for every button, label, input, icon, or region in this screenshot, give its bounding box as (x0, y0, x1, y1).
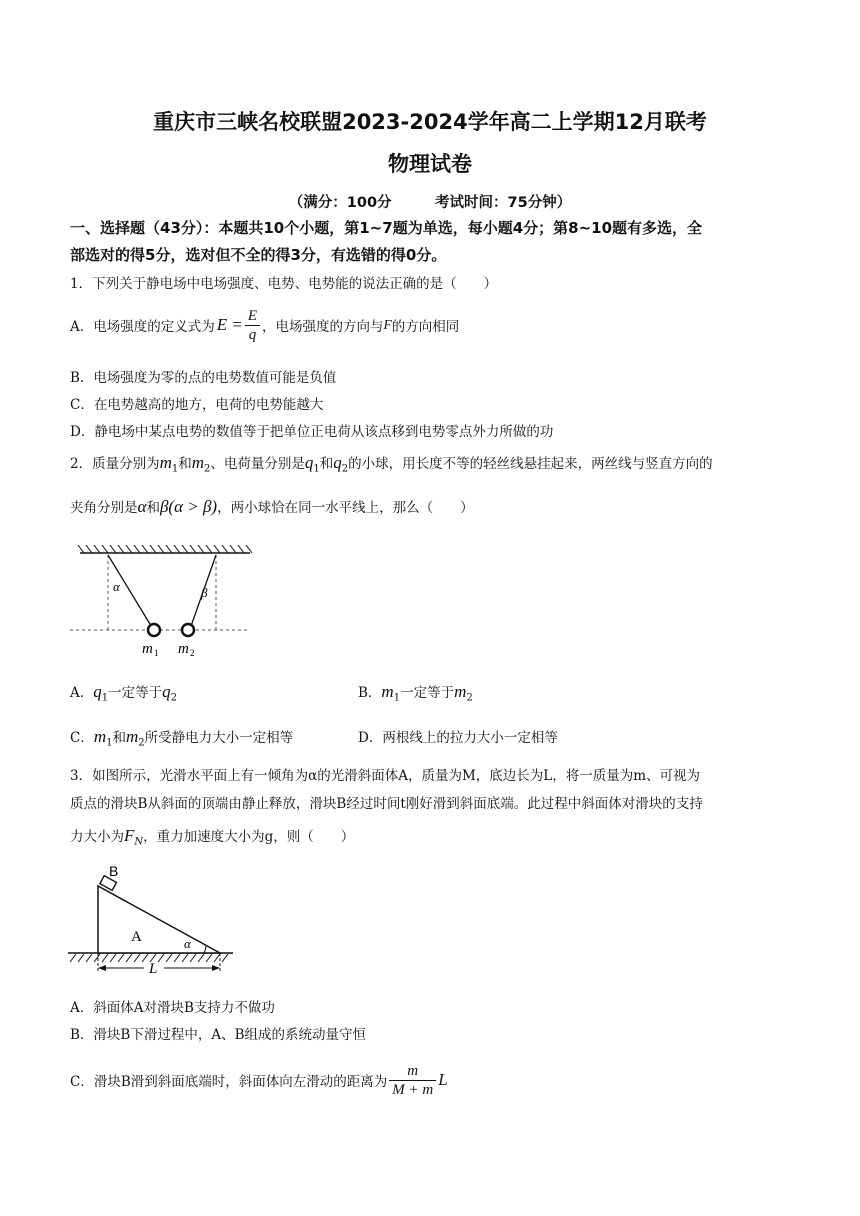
q1-a-formula-lhs: E = (216, 315, 243, 334)
q2-a-var: q (162, 682, 171, 701)
q2-b-mid: 一定等于 (400, 685, 455, 701)
q2-option-b (358, 681, 473, 704)
q3-stem-line1: 3．如图所示，光滑水平面上有一倾角为α的光滑斜面体A，质量为M，底边长为L，将一质量为m、可视为 (70, 768, 701, 784)
q2-c-var: m (126, 727, 139, 746)
q1-a-suffix: ，电场强度的方向与 (262, 319, 384, 335)
q3-c-fraction (389, 1062, 436, 1099)
q1-stem: 1．下列关于静电场中电场强度、电势、电势能的说法正确的是（ ） (70, 276, 498, 292)
exam-title: 重庆市三峡名校联盟2023-2024学年高二上学期12月联考 (153, 110, 707, 134)
q1-a-denominator: q (248, 326, 257, 343)
q2-text: 和 (319, 456, 334, 472)
q2-option-d: D．两根线上的拉力大小一定相等 (358, 730, 558, 746)
q1-option-a (70, 302, 459, 348)
q2-stem-line2 (70, 496, 474, 517)
q3-incline-figure (68, 862, 238, 980)
q3-c-denominator: M + m (392, 1081, 434, 1098)
q2-var-q1: q (304, 453, 314, 472)
q2-var-m1: m (159, 453, 172, 472)
q3-fig-b-label: B (109, 863, 119, 879)
q2-b-pre: B． (358, 685, 382, 701)
q2-stem-line1 (70, 452, 713, 475)
q3-fig-a-label: A (131, 929, 142, 945)
q2-sub: 1 (313, 463, 320, 475)
q2-b-var: m (381, 682, 394, 701)
q3-c-numerator: m (389, 1062, 436, 1081)
q2-c-var: m (93, 727, 107, 746)
q2-sub: 2 (341, 463, 349, 475)
q2-text: ，两小球恰在同一水平线上，那么（ ） (217, 500, 474, 516)
q2-pendulum-figure (70, 545, 260, 660)
q2-text: 和 (178, 456, 192, 472)
q2-a-mid: 一定等于 (108, 685, 163, 701)
q1-a-fraction (245, 307, 260, 344)
q2-c-pre: C． (70, 730, 94, 746)
q3-fn-sub: N (134, 836, 144, 848)
q2-option-c (70, 726, 293, 749)
q2-var-q2: q (333, 453, 342, 472)
q3-fig-l-label: L (149, 961, 158, 977)
q1-a-var: F (383, 317, 392, 332)
q2-c-and: 和 (112, 730, 126, 746)
q2-text: 2．质量分别为 (70, 456, 160, 472)
q1-option-d: D．静电场中某点电势的数值等于把单位正电荷从该点移到电势零点外力所做的功 (70, 424, 554, 440)
q3-option-a: A．斜面体A对滑块B支持力不做功 (70, 1000, 275, 1016)
q2-fig-m1-sub: 1 (154, 648, 159, 658)
q2-fig-beta-label: β (201, 585, 208, 600)
q2-var-m2: m (191, 453, 205, 472)
q2-option-a (70, 681, 177, 704)
q2-b-var: m (454, 682, 467, 701)
q2-c-sub: 2 (138, 737, 145, 749)
q2-c-tail: 所受静电力大小一定相等 (144, 730, 294, 746)
q3-text: 力大小为 (70, 829, 124, 845)
q3-var-fn: F (124, 826, 135, 845)
q2-a-var: q (93, 682, 102, 701)
q2-fig-alpha-label: α (113, 579, 120, 594)
q3-stem-line2: 质点的滑块B从斜面的顶端由静止释放，滑块B经过时间t刚好滑到斜面底端。此过程中斜面体对滑块的支持 (70, 796, 703, 812)
q2-var-beta: β(α > β) (159, 497, 218, 516)
q2-sub: 1 (171, 463, 179, 475)
q2-var-alpha: α (137, 497, 147, 516)
section1-line1: 一、选择题（43分）：本题共10个小题，第1~7题为单选，每小题4分；第8~10题有多选，全 (70, 219, 703, 237)
q2-a-sub: 1 (101, 692, 109, 704)
section1-line2: 部选对的得5分，选对但不全的得3分，有选错的得0分。 (70, 246, 447, 264)
q3-fig-alpha-label: α (184, 936, 191, 951)
q2-a-pre: A． (70, 685, 94, 701)
q2-text: 、电荷量分别是 (210, 456, 305, 472)
q1-a-prefix: A．电场强度的定义式为 (70, 319, 215, 335)
q2-fig-m2-sub: 2 (190, 648, 195, 658)
exam-meta: （满分：100分 考试时间：75分钟） (288, 195, 572, 211)
q3-option-c (70, 1058, 448, 1102)
q2-text: 夹角分别是 (70, 500, 138, 516)
q2-c-sub: 1 (106, 737, 113, 749)
q3-option-b: B．滑块B下滑过程中，A、B组成的系统动量守恒 (70, 1027, 367, 1043)
q2-text: 的小球，用长度不等的轻丝线悬挂起来，两丝线与竖直方向的 (348, 456, 713, 472)
exam-subtitle: 物理试卷 (388, 152, 472, 176)
q3-stem-line3 (70, 825, 354, 848)
q2-b-sub: 2 (466, 692, 473, 704)
q2-b-sub: 1 (393, 692, 401, 704)
q2-text: 和 (146, 500, 160, 516)
q2-fig-m2-label: m (178, 641, 189, 657)
q3-c-var: L (438, 1070, 448, 1089)
q1-option-b: B．电场强度为零的点的电势数值可能是负值 (70, 370, 337, 386)
q2-fig-m1-label: m (142, 641, 153, 657)
q2-sub: 2 (204, 463, 211, 475)
q3-c-prefix: C．滑块B滑到斜面底端时，斜面体向左滑动的距离为 (70, 1074, 388, 1090)
q1-a-numerator: E (245, 307, 260, 326)
q3-text: ，重力加速度大小为g，则（ ） (143, 829, 355, 845)
q1-a-tail: 的方向相同 (391, 319, 460, 335)
q2-a-sub: 2 (170, 692, 177, 704)
q1-option-c: C．在电势越高的地方，电荷的电势能越大 (70, 397, 324, 413)
